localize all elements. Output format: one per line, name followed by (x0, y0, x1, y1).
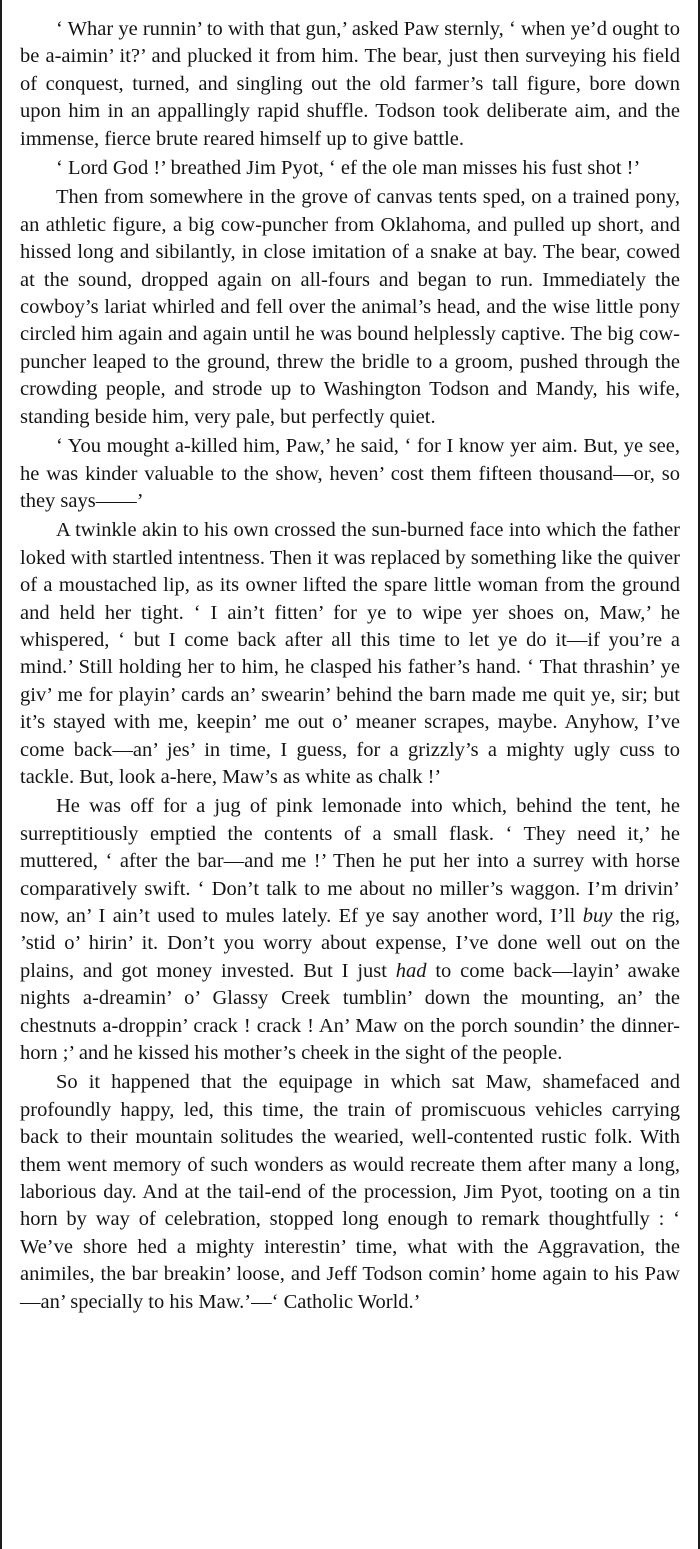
paragraph-text: He was off for a jug of pink lemonade into which, behind the tent, he surreptitiously emptied the contents of a small flask. ‘ They need it,’ he muttered, ‘ after the bar—and me !’ Then he put her into a surrey with horse comparatively swift. ‘ Don’t talk to me about no miller’s waggon. I’m drivin’ now, an’ I ain’t used to mules lately. Ef ye say another word, I’ll (20, 795, 680, 927)
paragraph-text: to come back—layin’ awake nights a-dreamin’ o’ Glassy Creek tumblin’ down the mounting, an’ the chestnuts a-droppin’ crack ! crack ! An’ Maw on the porch soundin’ the dinner-horn ;’ and he kissed his mother’s cheek in the sight of the people. (20, 959, 680, 1065)
paragraph-text: ‘ Lord God !’ breathed Jim Pyot, ‘ ef the ole man misses his fust shot !’ (56, 157, 641, 180)
left-border-line (0, 0, 2, 1549)
paragraph-5 (20, 517, 680, 791)
paragraph-text: So it happened that the equipage in which sat Maw, shamefaced and profoundly happy, led, this time, the train of promiscuous vehicles carrying back to their mountain solitudes the wearied, well-contented rustic folk. With them went memory of such wonders as would recreate them after many a long, laborious day. And at the tail-end of the procession, Jim Pyot, tooting on a tin horn by way of celebration, stopped long enough to remark thoughtfully : ‘ We’ve shore hed a mighty interestin’ time, what with the Aggravation, the animiles, the bar breakin’ loose, and Jeff Todson comin’ home again to his Paw—an’ specially to his Maw.’—‘ Catholic World.’ (20, 1071, 680, 1313)
paragraph-7 (20, 1069, 680, 1316)
italic-word: had (395, 959, 427, 982)
paragraph-6 (20, 793, 680, 1067)
paragraph-text: Then from somewhere in the grove of canvas tents sped, on a trained pony, an athletic figure, a big cow-puncher from Oklahoma, and pulled up short, and hissed long and sibilantly, in close imitation of a snake at bay. The bear, cowed at the sound, dropped again on all-fours and began to run. Immediately the cowboy’s lariat whirled and fell over the animal’s head, and the wise little pony circled him again and again until he was bound helplessly captive. The big cow-puncher leaped to the ground, threw the bridle to a groom, pushed through the crowding people, and strode up to Washington Todson and Mandy, his wife, standing beside him, very pale, but perfectly quiet. (20, 186, 680, 428)
paragraph-1 (20, 16, 680, 153)
paragraph-text: ‘ Whar ye runnin’ to with that gun,’ asked Paw sternly, ‘ when ye’d ought to be a-aimin’ it?’ and plucked it from him. The bear, just then surveying his field of conquest, turned, and singling out the old farmer’s tall figure, bore down upon him in an appallingly rapid shuffle. Todson took deliberate aim, and the immense, fierce brute reared himself up to give battle. (20, 18, 680, 150)
paragraph-2 (20, 155, 680, 182)
paragraph-text: the rig, ’stid o’ hirin’ it. Don’t you worry about expense, I’ve done well out on the plains, and got money invested. But I just (20, 905, 680, 982)
paragraph-4 (20, 433, 680, 515)
italic-word: buy (582, 905, 613, 927)
paragraph-3 (20, 184, 680, 431)
paragraph-text: A twinkle akin to his own crossed the sun-burned face into which the father loked with startled intentness. Then it was replaced by something like the quiver of a moustached lip, as its owner lifted the spare little woman from the ground and held her tight. ‘ I ain’t fitten’ for ye to wipe yer shoes on, Maw,’ he whispered, ‘ but I come back after all this time to let ye do it—if you’re a mind.’ Still holding her to him, he clasped his father’s hand. ‘ That thrashin’ ye giv’ me for playin’ cards an’ swearin’ behind the barn made me quit ye, sir; but it’s stayed with me, keepin’ me out o’ meaner scrapes, maybe. Anyhow, I’ve come back—an’ jes’ in time, I guess, for a grizzly’s a mighty ugly cuss to tackle. But, look a-here, Maw’s as white as chalk !’ (20, 519, 680, 788)
paragraph-text: ‘ You mought a-killed him, Paw,’ he said, ‘ for I know yer aim. But, ye see, he was kinder valuable to the show, heven’ cost them fifteen thousand—or, so they says——’ (20, 435, 680, 512)
